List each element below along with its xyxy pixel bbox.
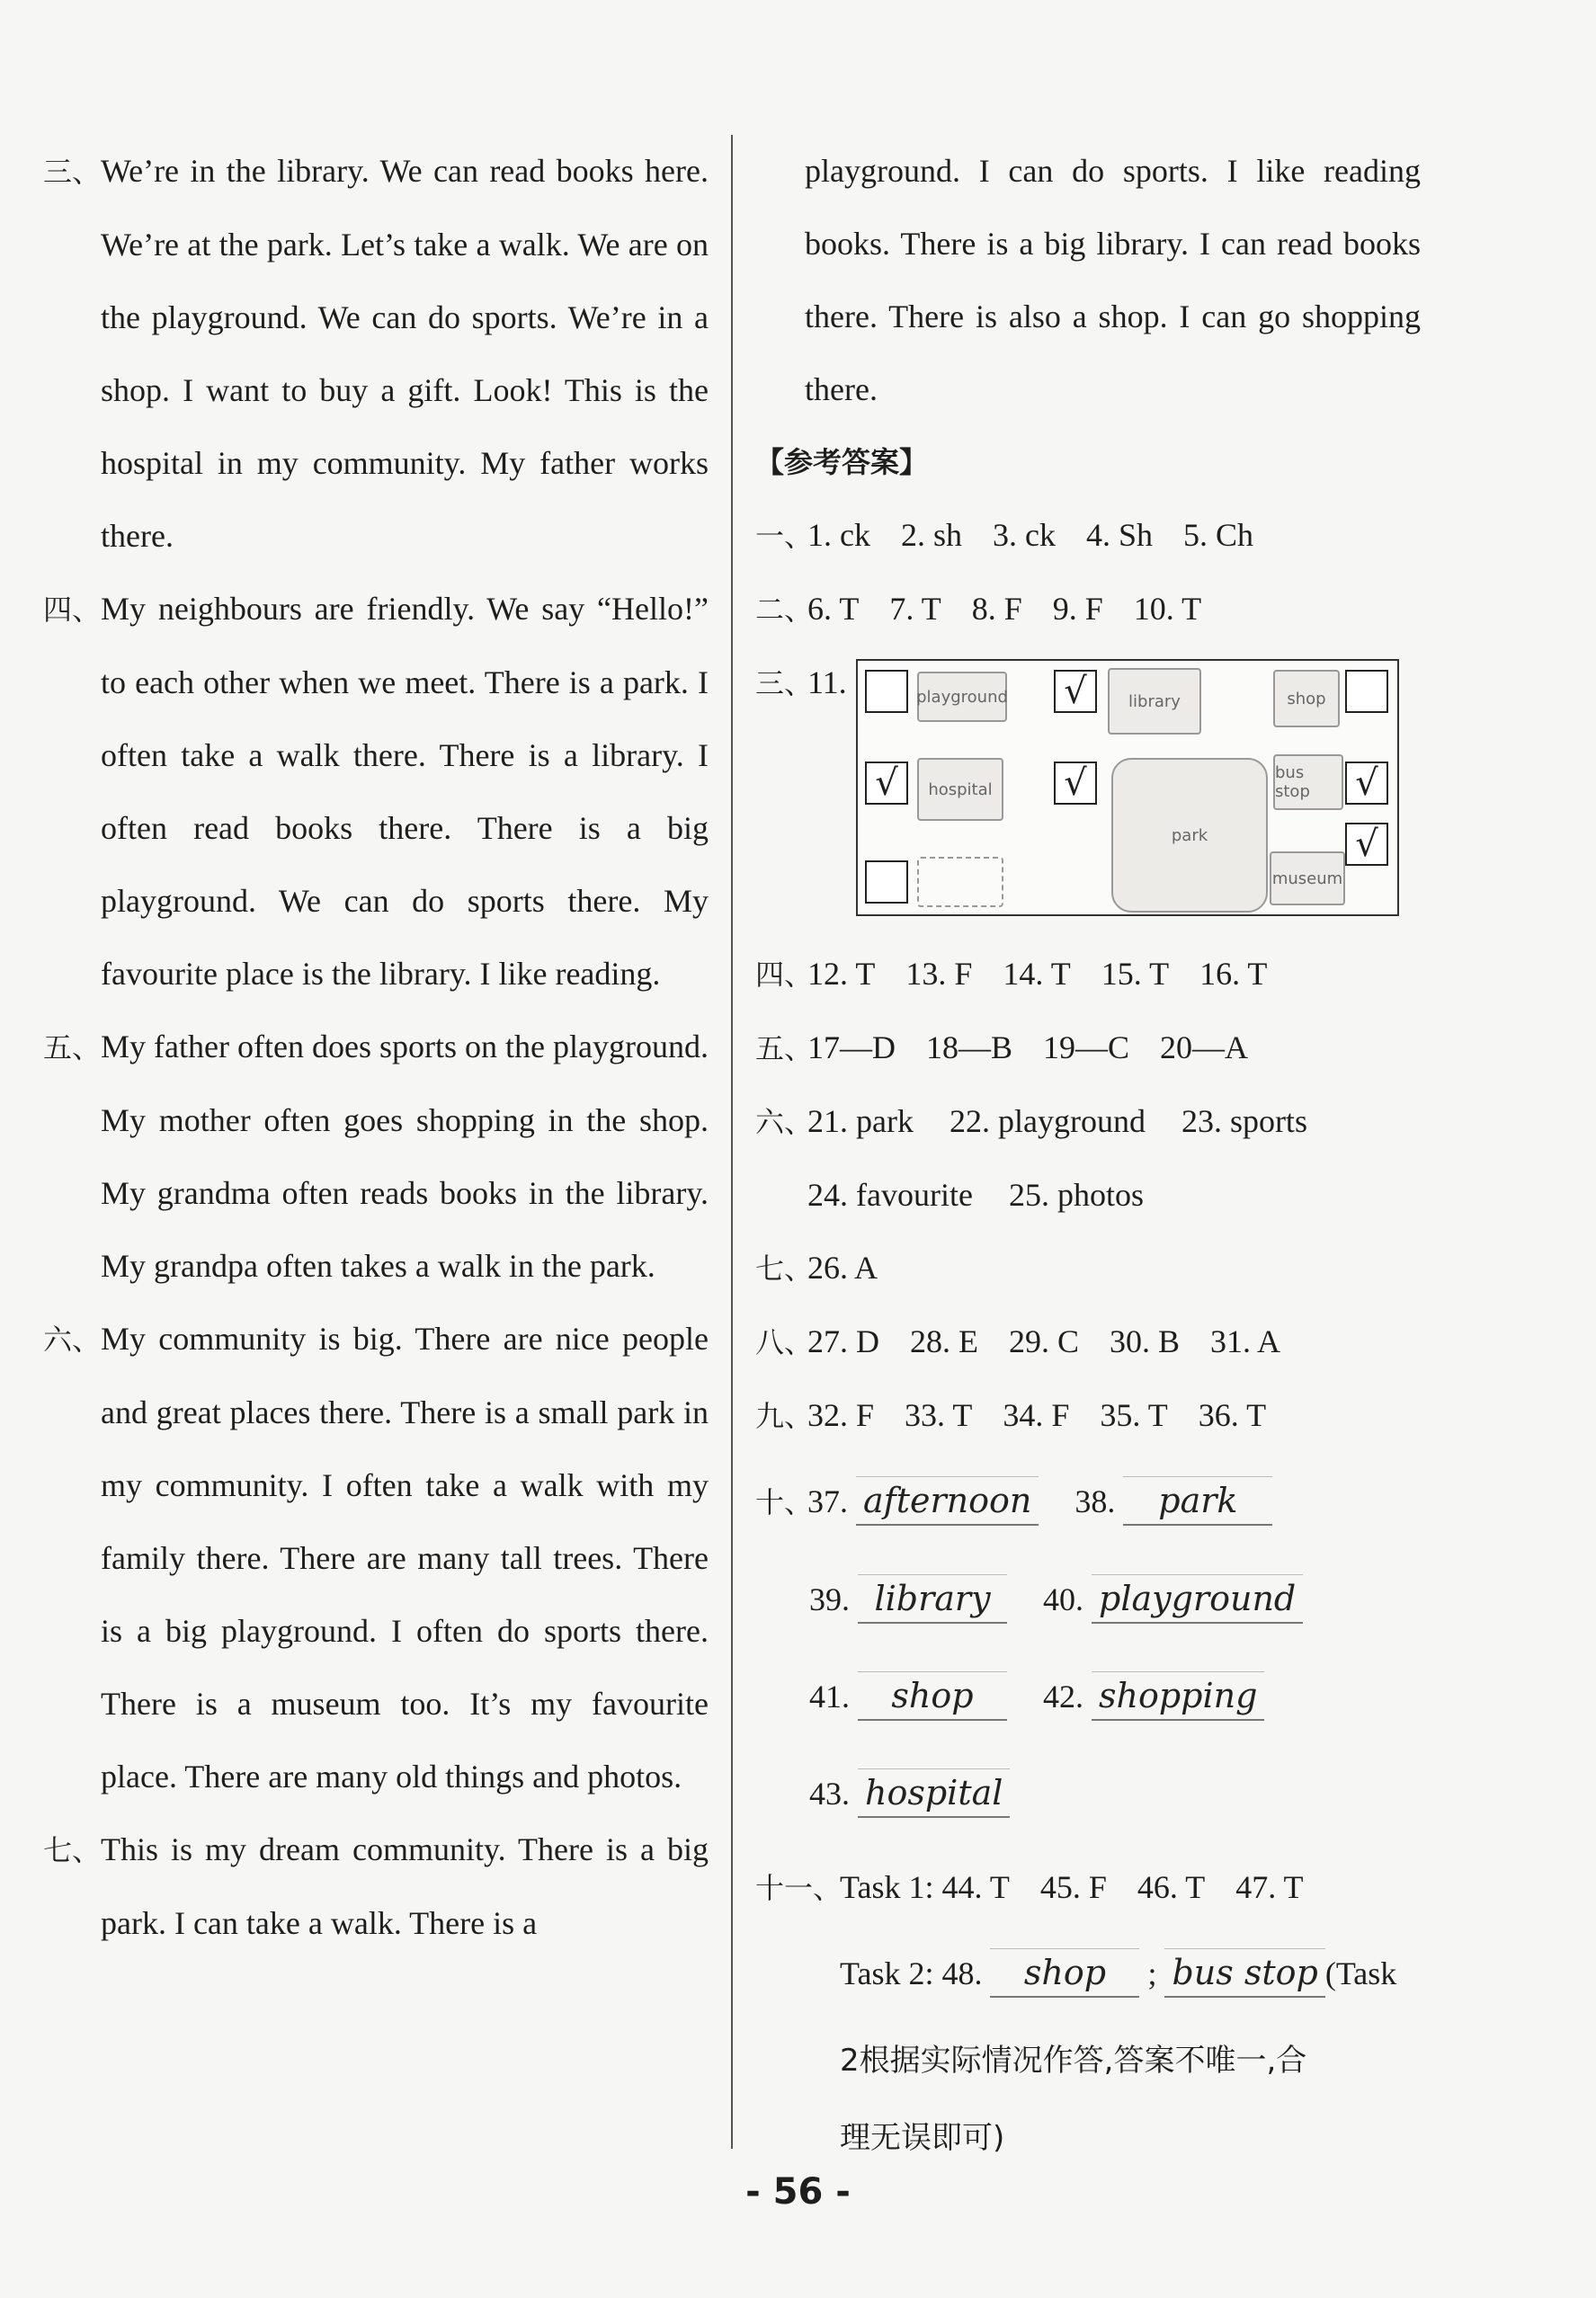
section-number: 三、 <box>43 155 102 189</box>
answer-row-8: 八、27. D 28. E 29. C 30. B 31. A <box>755 1323 1281 1359</box>
checkbox-checked: √ <box>865 762 908 805</box>
page-number: - 56 - <box>745 2171 851 2213</box>
handwritten-answer: shopping <box>1092 1671 1264 1721</box>
answer-row-3: 三、11. <box>755 664 847 700</box>
building-icon <box>917 857 1003 907</box>
places-checkbox-figure <box>856 659 1399 916</box>
answer-row-6-cont: 24. favourite 25. photos <box>807 1177 1144 1213</box>
transcript-text: My father often does sports on the playground. My mother often goes shopping in the shop. My grandma often reads books in the library. My grandpa often takes a walk in the park. <box>101 1029 709 1284</box>
handwritten-answer: shop <box>858 1671 1007 1721</box>
handwritten-answer: bus stop <box>1164 1948 1324 1998</box>
museum-icon: museum <box>1270 851 1345 905</box>
playground-icon: playground <box>917 672 1007 722</box>
section-number: 四、 <box>43 592 102 627</box>
checkbox-checked: √ <box>1054 670 1097 713</box>
answer-row-2: 二、6. T 7. T 8. F 9. F 10. T <box>755 591 1202 627</box>
answer-row-1: 一、1. ck 2. sh 3. ck 4. Sh 5. Ch <box>755 517 1254 553</box>
answer-row-9: 九、32. F 33. T 34. F 35. T 36. T <box>755 1397 1267 1433</box>
answer-key-heading: 【参考答案】 <box>755 445 929 479</box>
checkbox-checked: √ <box>1345 762 1388 805</box>
section-5-transcript <box>43 1011 709 1303</box>
transcript-text: This is my dream community. There is a big park. I can take a walk. There is a <box>101 1831 709 1941</box>
library-icon: library <box>1108 668 1201 735</box>
column-divider <box>731 135 733 2149</box>
section-number: 五、 <box>43 1030 102 1064</box>
section-4-transcript <box>43 573 709 1011</box>
handwritten-answer: park <box>1123 1476 1272 1526</box>
handwritten-answer: hospital <box>858 1768 1010 1818</box>
section-7-continued: playground. I can do sports. I like reading books. There is a big library. I can read books there. There is also a shop. I can go shopping there. <box>805 153 1421 407</box>
shop-icon: shop <box>1273 670 1340 727</box>
handwritten-answer: playground <box>1092 1574 1303 1624</box>
section-number: 六、 <box>43 1323 102 1357</box>
right-column <box>755 135 1421 2177</box>
hospital-icon: hospital <box>917 758 1003 821</box>
transcript-text: My neighbours are friendly. We say “Hello!” to each other when we meet. There is a park. I often take a walk there. There is a library. I often read books there. There is a big playground. We can do sports there. My favourite place is the library. I like reading. <box>101 591 709 992</box>
handwritten-answer: afternoon <box>856 1476 1039 1526</box>
checkbox-checked: √ <box>1054 762 1097 805</box>
transcript-text: My community is big. There are nice people and great places there. There is a small park in my community. I often take a walk with my family there. There are many tall trees. There is a big playground. I often do sports there. There is a museum too. It’s my favourite place. There are many old things and photos. <box>101 1321 709 1795</box>
park-icon: park <box>1111 758 1268 913</box>
answer-row-5: 五、17—D 18—B 19—C 20—A <box>755 1029 1249 1065</box>
transcript-text: We’re in the library. We can read books here. We’re at the park. Let’s take a walk. We are on the playground. We can do sports. We’re in a shop. I want to buy a gift. Look! This is the hospital in my community. My father works there. <box>101 153 709 554</box>
left-column <box>43 135 709 1960</box>
bus-stop-icon: bus stop <box>1273 754 1343 810</box>
handwritten-answer: library <box>858 1574 1007 1624</box>
checkbox-empty <box>1345 670 1388 713</box>
answer-row-6: 六、21. park 22. playground 23. sports <box>755 1103 1307 1139</box>
checkbox-empty <box>865 670 908 713</box>
answer-row-7: 七、26. A <box>755 1250 878 1286</box>
handwritten-answer: shop <box>990 1948 1139 1998</box>
section-3-transcript <box>43 135 709 573</box>
answer-row-11-task2: Task 2: 48. shop ; bus stop (Task <box>755 1925 1421 2022</box>
section-6-transcript <box>43 1303 709 1813</box>
answer-row-10b: 39. library 40. playground <box>755 1551 1421 1648</box>
section-number: 七、 <box>43 1833 102 1867</box>
answer-row-10c: 41. shop 42. shopping <box>755 1648 1421 1745</box>
answer-row-11: 十一、Task 1: 44. T 45. F 46. T 47. T <box>755 1869 1304 1905</box>
checkbox-empty <box>865 860 908 904</box>
section-7-transcript <box>43 1813 709 1960</box>
answer-note: 2根据实际情况作答,答案不唯一,合 理无误即可) <box>840 2043 1307 2156</box>
answer-row-10: 十、37. afternoon 38. park <box>755 1453 1421 1551</box>
checkbox-checked: √ <box>1345 823 1388 866</box>
answer-row-4: 四、12. T 13. F 14. T 15. T 16. T <box>755 956 1268 992</box>
answer-row-10d: 43. hospital <box>755 1745 1421 1842</box>
